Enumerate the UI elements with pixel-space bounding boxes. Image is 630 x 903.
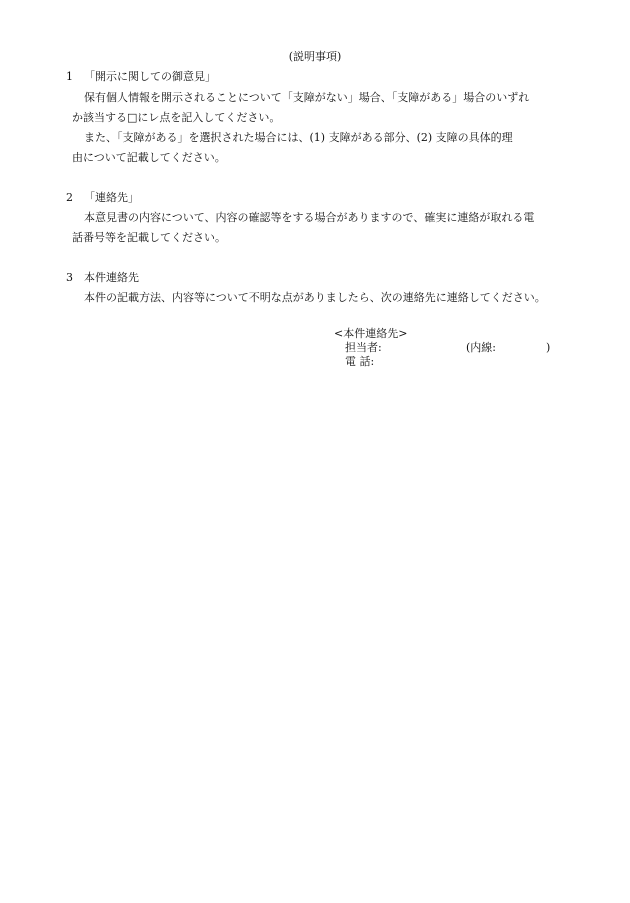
section-1-paragraph-2-line-2: 由について記載してください。 (72, 151, 226, 164)
section-2-paragraph-1-line-1: 本意見書の内容について、内容の確認等をする場合がありますので、確実に連絡が取れる電 (84, 211, 535, 224)
section-3-title: 本件連絡先 (84, 271, 139, 284)
contact-person-label: 担当者: (345, 341, 382, 354)
section-3-paragraph-1-line-1: 本件の記載方法、内容等について不明な点がありましたら、次の連絡先に連絡してください。 (84, 291, 546, 304)
section-2-title: 「連絡先」 (84, 191, 139, 204)
section-1-paragraph-1-line-2: か該当する□にレ点を記入してください。 (72, 111, 281, 124)
page-heading: (説明事項) (288, 50, 342, 63)
section-1-title: 「開示に関しての御意見」 (84, 70, 216, 83)
contact-phone-label: 電 話: (345, 355, 375, 368)
section-1-paragraph-1-line-1: 保有個人情報を開示されることについて「支障がない」場合、「支障がある」場合のいずれ (84, 91, 530, 104)
section-2-paragraph-1-line-2: 話番号等を記載してください。 (72, 231, 226, 244)
section-2-number: 2 (66, 191, 73, 204)
section-1-paragraph-2-line-1: また、「支障がある」を選択された場合には、(1) 支障がある部分、(2) 支障の具体的理 (84, 131, 513, 144)
section-3-number: 3 (66, 271, 73, 284)
contact-title: <本件連絡先> (334, 327, 408, 340)
contact-extension-close: ) (546, 341, 551, 354)
contact-extension-label: (内線: (466, 341, 496, 354)
section-1-number: 1 (66, 70, 73, 83)
